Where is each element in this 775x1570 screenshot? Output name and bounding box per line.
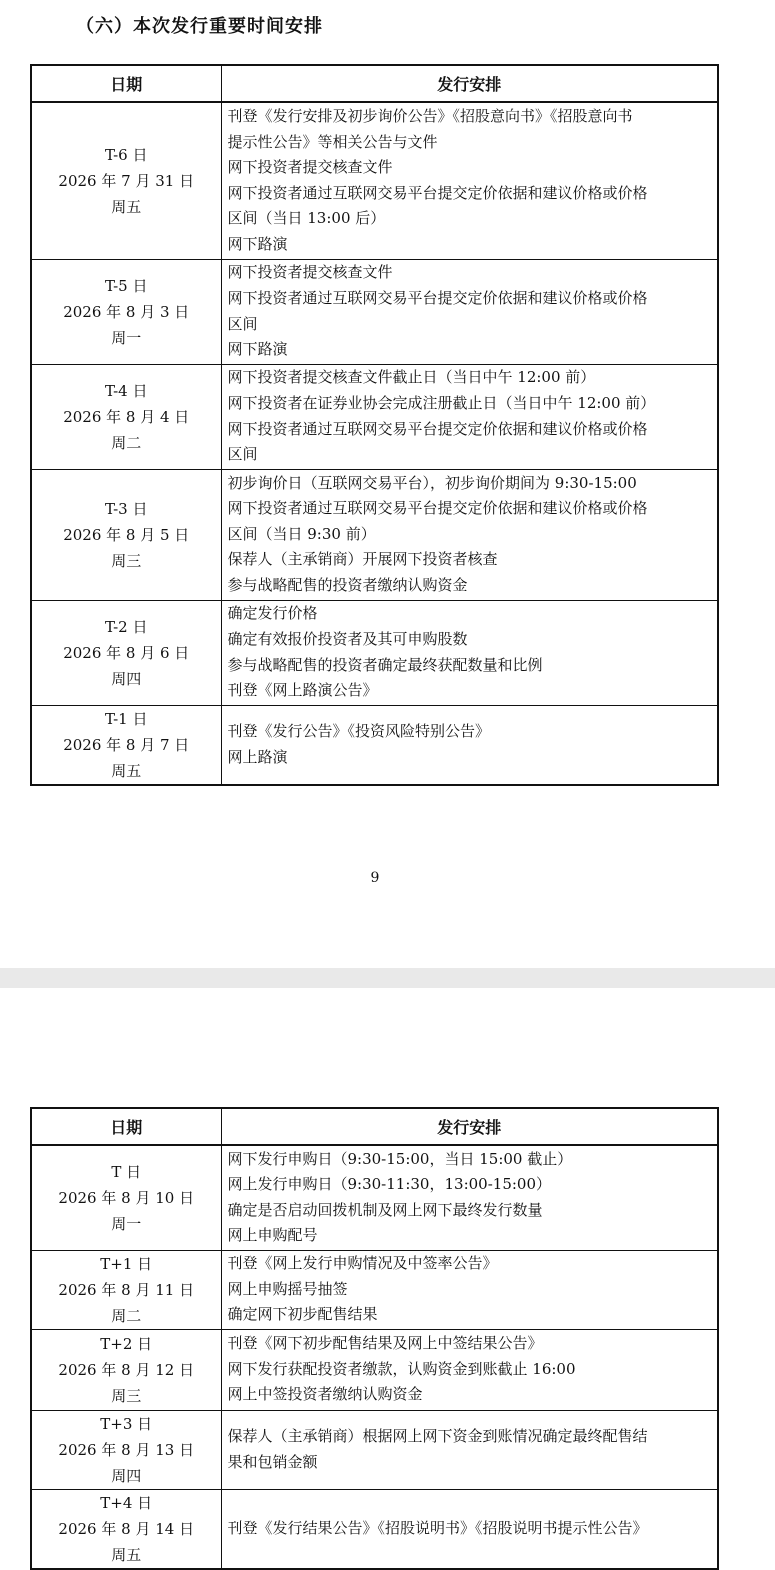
arrangement-cell (221, 1250, 718, 1329)
table-row (31, 705, 718, 785)
date-cell (31, 1410, 221, 1489)
date-date: 2026 年 7 月 31 日 (58, 171, 195, 190)
arrangement-line: 刊登《网上发行申购情况及中签率公告》 (227, 1254, 498, 1273)
header-date: 日期 (31, 1108, 221, 1145)
arrangement-line: 网上申购配号 (227, 1226, 318, 1245)
schedule-table-2 (30, 1107, 719, 1570)
arrangement-line: 网上中签投资者缴纳认购资金 (227, 1385, 423, 1404)
arrangement-line: 果和包销金额 (227, 1452, 318, 1471)
page-number: 9 (370, 870, 380, 886)
arrangement-line: 区间（当日 13:00 后） (227, 209, 386, 228)
date-day: T-5 日 (105, 276, 148, 295)
arrangement-cell (221, 1410, 718, 1489)
page-separator (0, 968, 775, 988)
date-weekday: 周五 (111, 1545, 142, 1564)
date-day: T 日 (111, 1162, 142, 1181)
date-day: T+3 日 (100, 1414, 153, 1433)
date-weekday: 周五 (111, 761, 142, 780)
arrangement-line: 确定发行价格 (227, 604, 318, 623)
date-date: 2026 年 8 月 12 日 (58, 1360, 195, 1379)
table-row (31, 259, 718, 364)
date-weekday: 周二 (111, 1306, 142, 1325)
section-heading: （六）本次发行重要时间安排 (76, 16, 323, 37)
date-date: 2026 年 8 月 10 日 (58, 1188, 195, 1207)
date-weekday: 周二 (111, 433, 142, 452)
arrangement-line: 参与战略配售的投资者缴纳认购资金 (227, 575, 468, 594)
date-cell (31, 705, 221, 785)
table-row (31, 600, 718, 705)
date-date: 2026 年 8 月 11 日 (58, 1280, 195, 1299)
date-weekday: 周五 (111, 197, 142, 216)
arrangement-line: 确定有效报价投资者及其可申购股数 (227, 629, 468, 648)
table-header-row (31, 65, 718, 102)
header-arrangement: 发行安排 (221, 65, 718, 102)
arrangement-cell (221, 259, 718, 364)
date-cell (31, 364, 221, 469)
arrangement-line: 网上申购摇号抽签 (227, 1279, 348, 1298)
arrangement-line: 网下投资者通过互联网交易平台提交定价依据和建议价格或价格 (227, 183, 648, 202)
date-cell (31, 600, 221, 705)
arrangement-line: 提示性公告》等相关公告与文件 (227, 132, 438, 151)
arrangement-line: 刊登《发行结果公告》《招股说明书》《招股说明书提示性公告》 (227, 1518, 648, 1537)
date-date: 2026 年 8 月 3 日 (63, 302, 190, 321)
arrangement-cell (221, 1489, 718, 1569)
arrangement-cell (221, 705, 718, 785)
date-date: 2026 年 8 月 5 日 (63, 525, 190, 544)
date-cell (31, 469, 221, 600)
arrangement-line: 网下路演 (227, 234, 288, 253)
arrangement-line: 网下投资者提交核查文件 (227, 263, 393, 282)
schedule-table-1 (30, 64, 719, 786)
arrangement-line: 网下路演 (227, 340, 288, 359)
arrangement-cell (221, 469, 718, 600)
arrangement-line: 网下投资者提交核查文件截止日（当日中午 12:00 前） (227, 368, 596, 387)
arrangement-line: 保荐人（主承销商）根据网上网下资金到账情况确定最终配售结 (227, 1426, 648, 1445)
date-day: T+4 日 (100, 1493, 153, 1512)
date-day: T-1 日 (105, 709, 148, 728)
arrangement-cell (221, 102, 718, 259)
date-weekday: 周三 (111, 1386, 142, 1405)
date-day: T-6 日 (105, 145, 148, 164)
table-row (31, 1329, 718, 1410)
arrangement-line: 区间 (227, 314, 258, 333)
table-row (31, 1489, 718, 1569)
arrangement-line: 区间（当日 9:30 前） (227, 524, 376, 543)
arrangement-line: 网下投资者在证券业协会完成注册截止日（当日中午 12:00 前） (227, 393, 656, 412)
arrangement-cell (221, 1329, 718, 1410)
table-row (31, 469, 718, 600)
arrangement-line: 网下发行申购日（9:30-15:00，当日 15:00 截止） (227, 1149, 573, 1168)
arrangement-line: 网下投资者通过互联网交易平台提交定价依据和建议价格或价格 (227, 419, 648, 438)
date-date: 2026 年 8 月 14 日 (58, 1519, 195, 1538)
arrangement-line: 刊登《网上路演公告》 (227, 681, 378, 700)
arrangement-line: 确定是否启动回拨机制及网上网下最终发行数量 (227, 1200, 543, 1219)
arrangement-line: 网下发行获配投资者缴款，认购资金到账截止 16:00 (227, 1359, 576, 1378)
arrangement-line: 网上路演 (227, 747, 288, 766)
header-arrangement: 发行安排 (221, 1108, 718, 1145)
table-row (31, 1410, 718, 1489)
table-row (31, 1145, 718, 1250)
date-weekday: 周四 (111, 1466, 142, 1485)
date-cell (31, 102, 221, 259)
date-weekday: 周四 (111, 669, 142, 688)
arrangement-cell (221, 1145, 718, 1250)
date-date: 2026 年 8 月 13 日 (58, 1440, 195, 1459)
arrangement-line: 网上发行申购日（9:30-11:30，13:00-15:00） (227, 1175, 552, 1194)
table-row (31, 364, 718, 469)
arrangement-line: 保荐人（主承销商）开展网下投资者核查 (227, 550, 498, 569)
arrangement-line: 区间 (227, 445, 258, 464)
arrangement-line: 刊登《发行安排及初步询价公告》《招股意向书》《招股意向书 (227, 106, 633, 125)
date-cell (31, 1329, 221, 1410)
arrangement-cell (221, 600, 718, 705)
arrangement-line: 刊登《发行公告》《投资风险特别公告》 (227, 721, 491, 740)
arrangement-line: 刊登《网下初步配售结果及网上中签结果公告》 (227, 1334, 543, 1353)
arrangement-line: 参与战略配售的投资者确定最终获配数量和比例 (227, 655, 543, 674)
arrangement-line: 确定网下初步配售结果 (227, 1305, 378, 1324)
table-header-row (31, 1108, 718, 1145)
table-row (31, 102, 718, 259)
table-row (31, 1250, 718, 1329)
date-weekday: 周三 (111, 551, 142, 570)
date-day: T+2 日 (100, 1334, 153, 1353)
date-day: T-3 日 (105, 499, 148, 518)
arrangement-line: 网下投资者通过互联网交易平台提交定价依据和建议价格或价格 (227, 499, 648, 518)
header-date: 日期 (31, 65, 221, 102)
date-cell (31, 1250, 221, 1329)
date-cell (31, 259, 221, 364)
date-day: T-4 日 (105, 381, 148, 400)
date-day: T-2 日 (105, 617, 148, 636)
date-weekday: 周一 (111, 1214, 142, 1233)
arrangement-line: 初步询价日（互联网交易平台），初步询价期间为 9:30-15:00 (227, 473, 637, 492)
arrangement-line: 网下投资者提交核查文件 (227, 158, 393, 177)
arrangement-line: 网下投资者通过互联网交易平台提交定价依据和建议价格或价格 (227, 288, 648, 307)
arrangement-cell (221, 364, 718, 469)
date-cell (31, 1489, 221, 1569)
date-cell (31, 1145, 221, 1250)
date-weekday: 周一 (111, 328, 142, 347)
date-date: 2026 年 8 月 7 日 (63, 735, 190, 754)
date-day: T+1 日 (100, 1254, 153, 1273)
date-date: 2026 年 8 月 4 日 (63, 407, 190, 426)
date-date: 2026 年 8 月 6 日 (63, 643, 190, 662)
